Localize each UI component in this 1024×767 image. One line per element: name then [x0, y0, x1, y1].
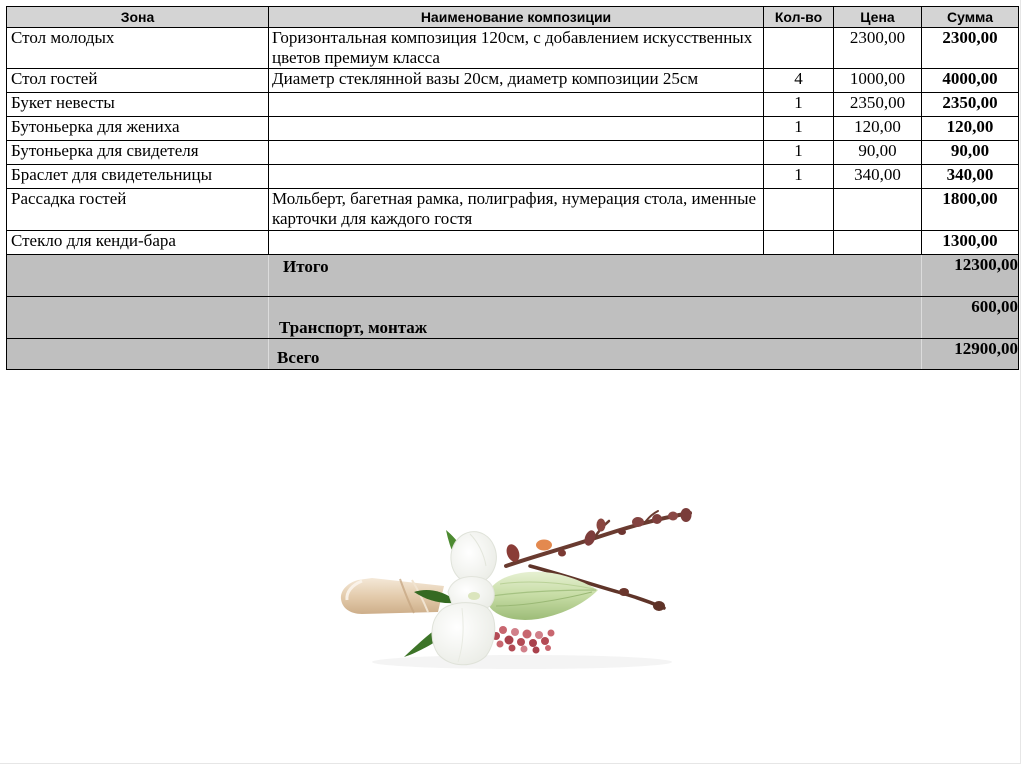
- sum-cell: 4000,00: [922, 69, 1019, 93]
- quantity-cell: 1: [764, 141, 834, 165]
- zone-cell: Бутоньерка для свидетеля: [7, 141, 269, 165]
- berry: [517, 638, 525, 646]
- twig-bud: [632, 517, 644, 527]
- grand-total-label: Всего: [269, 339, 922, 370]
- grand-total-row: [7, 339, 1019, 370]
- price-cell: 90,00: [834, 141, 922, 165]
- transport-value: 600,00: [922, 297, 1019, 339]
- berries: [492, 626, 555, 654]
- subtotal-row: [7, 255, 1019, 297]
- zone-cell: Букет невесты: [7, 93, 269, 117]
- twig-bud: [681, 508, 692, 522]
- zone-cell: Бутоньерка для жениха: [7, 117, 269, 141]
- zone-cell: Стол гостей: [7, 69, 269, 93]
- table-header-row: [7, 7, 1019, 28]
- berry: [509, 645, 516, 652]
- quantity-cell: 4: [764, 69, 834, 93]
- table-row: [7, 69, 1019, 93]
- quantity-cell: 1: [764, 93, 834, 117]
- zone-cell: Стекло для кенди-бара: [7, 231, 269, 255]
- berry: [548, 630, 555, 637]
- berry: [529, 639, 537, 647]
- composition-cell: Мольберт, багетная рамка, полиграфия, нумерация стола, именные карточки для каждого гостя: [269, 189, 764, 231]
- berry: [523, 630, 532, 639]
- sum-cell: 90,00: [922, 141, 1019, 165]
- subtotal-value: 12300,00: [922, 255, 1019, 297]
- table-row: [7, 165, 1019, 189]
- header-sum: Сумма: [922, 7, 1019, 28]
- zone-cell: Стол молодых: [7, 28, 269, 69]
- zone-cell: Рассадка гостей: [7, 189, 269, 231]
- composition-cell: [269, 141, 764, 165]
- twig-bud: [536, 540, 552, 551]
- price-cell: [834, 189, 922, 231]
- composition-cell: [269, 231, 764, 255]
- total-blank-cell: [7, 339, 269, 370]
- header-quantity: Кол-во: [764, 7, 834, 28]
- twig-bud: [597, 519, 606, 532]
- header-composition: Наименование композиции: [269, 7, 764, 28]
- table-row: [7, 141, 1019, 165]
- sum-cell: 340,00: [922, 165, 1019, 189]
- twig-bud: [619, 588, 629, 596]
- table-row: [7, 117, 1019, 141]
- transport-row: [7, 297, 1019, 339]
- berry: [535, 631, 543, 639]
- berry: [545, 645, 551, 651]
- boutonniere-photo: [330, 500, 700, 675]
- sum-cell: 2300,00: [922, 28, 1019, 69]
- price-cell: [834, 231, 922, 255]
- photo-shadow: [372, 655, 672, 669]
- berry: [533, 647, 540, 654]
- sum-cell: 1800,00: [922, 189, 1019, 231]
- twig-upper: [506, 511, 690, 566]
- sum-cell: 120,00: [922, 117, 1019, 141]
- berry: [505, 636, 514, 645]
- table-row: [7, 28, 1019, 69]
- price-cell: 2350,00: [834, 93, 922, 117]
- sum-cell: 1300,00: [922, 231, 1019, 255]
- composition-cell: [269, 93, 764, 117]
- berry: [499, 626, 507, 634]
- composition-cell: Диаметр стеклянной вазы 20см, диаметр композиции 25см: [269, 69, 764, 93]
- twig-bud: [653, 601, 665, 611]
- table-row: [7, 189, 1019, 231]
- subtotal-label: Итого: [269, 255, 922, 297]
- price-table: [6, 6, 1019, 370]
- quantity-cell: [764, 231, 834, 255]
- twig-bud: [668, 512, 678, 521]
- sum-cell: 2350,00: [922, 93, 1019, 117]
- price-cell: 2300,00: [834, 28, 922, 69]
- table-row: [7, 93, 1019, 117]
- berry: [511, 628, 519, 636]
- lily-bud-body: [486, 572, 598, 620]
- price-cell: 1000,00: [834, 69, 922, 93]
- transport-label: Транспорт, монтаж: [269, 297, 922, 339]
- price-cell: 120,00: [834, 117, 922, 141]
- quantity-cell: [764, 189, 834, 231]
- twig-bud: [558, 550, 566, 557]
- composition-cell: [269, 117, 764, 141]
- berry: [521, 646, 528, 653]
- composition-cell: [269, 165, 764, 189]
- total-blank-cell: [7, 255, 269, 297]
- total-blank-cell: [7, 297, 269, 339]
- header-price: Цена: [834, 7, 922, 28]
- lily-bud: [486, 572, 598, 620]
- quantity-cell: [764, 28, 834, 69]
- quantity-cell: 1: [764, 117, 834, 141]
- flower-center: [468, 592, 480, 600]
- table-row: [7, 231, 1019, 255]
- berry: [541, 637, 549, 645]
- composition-cell: Горизонтальная композиция 120см, с добавлением искусственных цветов премиум класса: [269, 28, 764, 69]
- grand-total-value: 12900,00: [922, 339, 1019, 370]
- berry: [497, 641, 504, 648]
- price-cell: 340,00: [834, 165, 922, 189]
- twig-bud: [652, 514, 662, 524]
- header-zone: Зона: [7, 7, 269, 28]
- twig-bud: [618, 529, 626, 535]
- quantity-cell: 1: [764, 165, 834, 189]
- zone-cell: Браслет для свидетельницы: [7, 165, 269, 189]
